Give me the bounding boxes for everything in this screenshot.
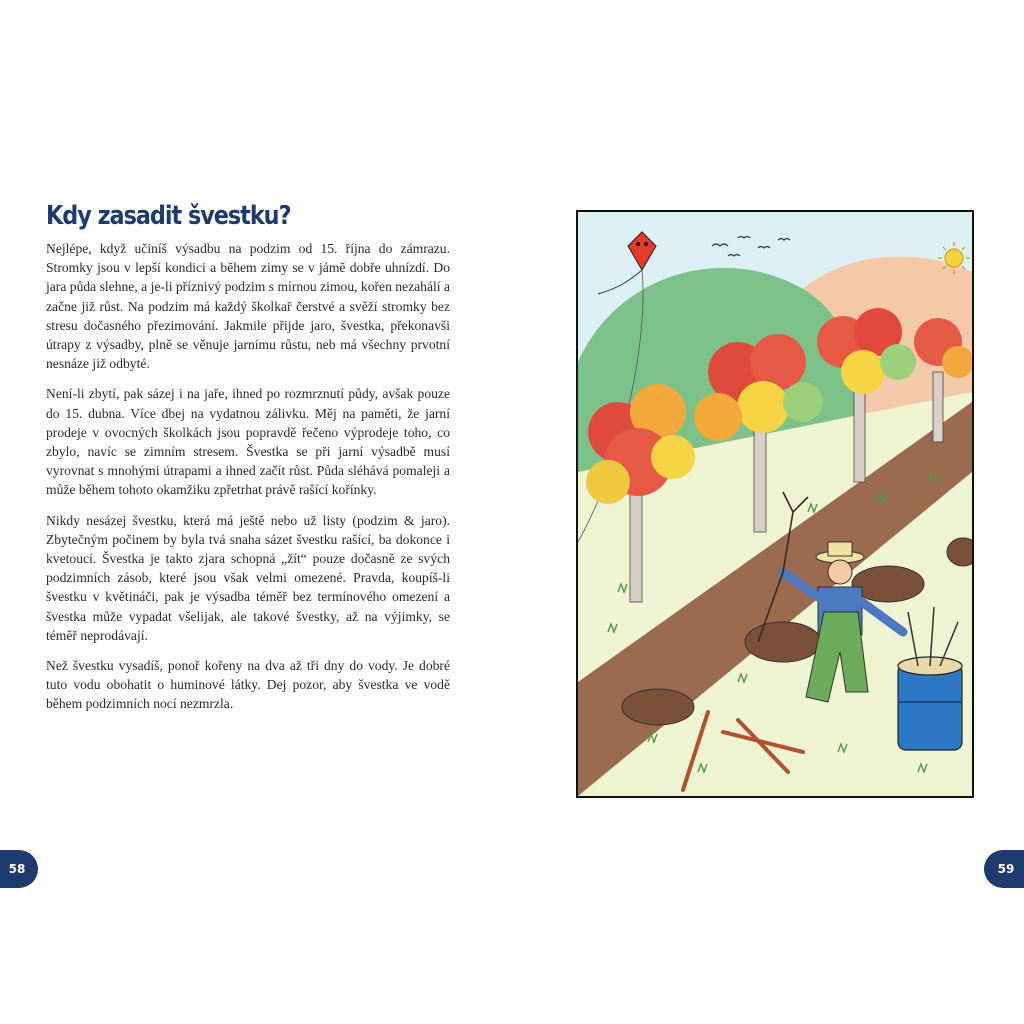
left-page-text: [46, 200, 450, 725]
page-number-right: 59: [984, 850, 1024, 888]
planting-illustration: [576, 210, 974, 798]
paragraph-1: Nejlépe, když učiníš výsadbu na podzim od 15. října do zámrazu. Stromky jsou v lepší kondici a během zimy se v jámě dobře uhnízdí. Do jara půda slehne, a je-li příznivý podzim s mírnou zimou, kořen nezahálí a začne již růst. Na podzim má každý školkař čerstvé a svěží stromky bez stresu dočasného přezimování. Jakmile přijde jaro, švestka, překonavši útrapy z výsadby, plně se věnuje jarnímu růstu, neb má všechny prvotní nesnáze již odbyté.: [46, 241, 450, 372]
paragraph-3: Nikdy nesázej švestku, která má ještě nebo už listy (podzim & jaro). Zbytečným počinem by byla tvá snaha sázet švestku rašící, ba dokonce i kvetoucí. Švestka je takto zjara schopná „žít“ pouze dočasně ze svých podzimních zásob, které jsou však velmi omezené. Pravda, koupíš-li švestku v květináči, pak je výsadba téměř bez termínového omezení a švestka může vypadat všelijak, ale takové švestky, až na výjimky, se téměř neprodávají.: [46, 512, 450, 643]
page-number-left: 58: [0, 850, 38, 888]
section-heading: Kdy zasadit švestku?: [46, 201, 291, 231]
paragraph-2: Není-li zbytí, pak sázej i na jaře, ihned po rozmrznutí půdy, avšak pouze do 15. dubna. Více dbej na vydatnou zálivku. Měj na paměti, že jarní prodeje v ovocných školkách jsou popravdě řečeno výprodeje toho, co zbylo, navíc se zimním stresem. Švestka se při jarní výsadbě musí vyrovnat s mnohými útrapami a ihned začít růst. Půda sléhává pomaleji a může během tohoto okamžiku zpřetrhat právě rašící kořínky.: [46, 386, 450, 498]
paragraph-4: Než švestku vysadíš, ponoř kořeny na dva až tři dny do vody. Je dobré tuto vodu obohatit o huminové látky. Dej pozor, aby švestka ve vodě během podzimních nocí nezmrzla.: [46, 658, 450, 712]
